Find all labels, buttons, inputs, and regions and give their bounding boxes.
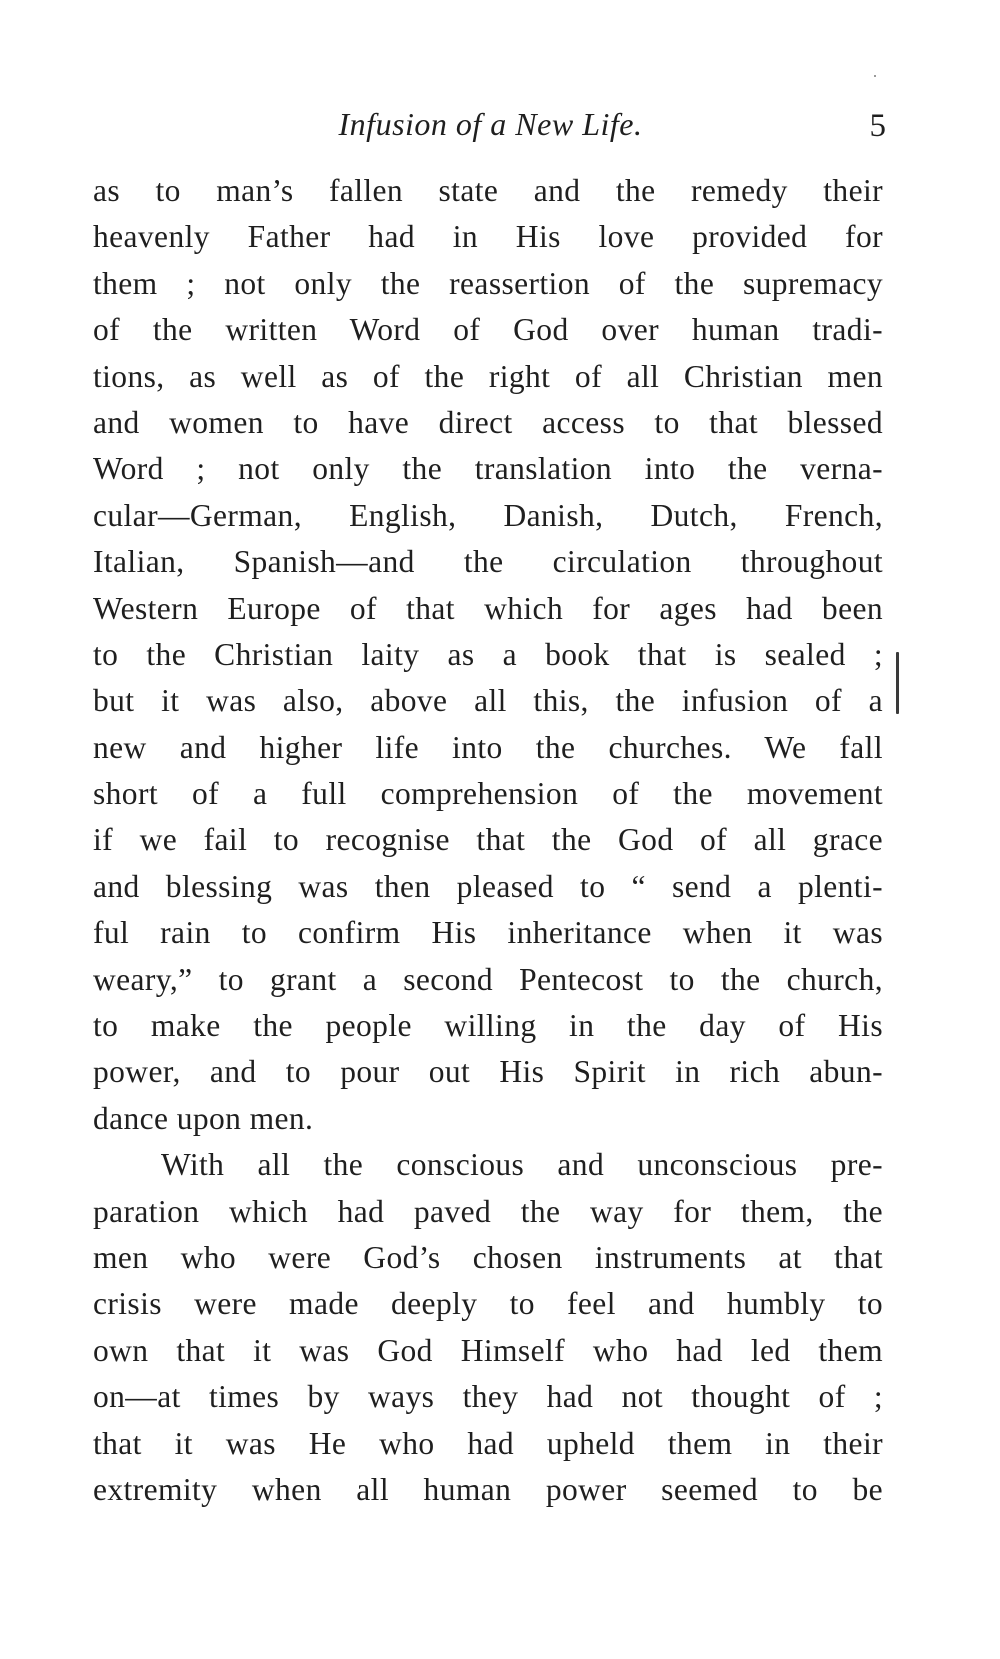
scan-speck: [874, 75, 876, 77]
text-line: that it was He who had upheld them in their: [93, 1425, 883, 1461]
body-text: [93, 168, 883, 1513]
text-line: own that it was God Himself who had led them: [93, 1332, 883, 1368]
text-line: Italian, Spanish—and the circulation throughout: [93, 544, 883, 580]
text-line: Western Europe of that which for ages had been: [93, 590, 883, 626]
text-line: dance upon men.: [93, 1100, 314, 1136]
text-line: extremity when all human power seemed to be: [93, 1471, 883, 1507]
text-line: men who were God’s chosen instruments at that: [93, 1239, 883, 1275]
text-line: them ; not only the reassertion of the supremacy: [93, 265, 883, 301]
text-line: With all the conscious and unconscious pre-: [161, 1147, 883, 1183]
text-line: if we fail to recognise that the God of all grace: [93, 822, 883, 858]
text-line: as to man’s fallen state and the remedy their: [93, 173, 883, 208]
paragraph-1: [93, 168, 883, 1142]
text-line: but it was also, above all this, the infusion of a: [93, 683, 883, 719]
text-line: on—at times by ways they had not thought of ;: [93, 1379, 883, 1415]
text-line: Word ; not only the translation into the verna-: [93, 451, 883, 487]
text-line: short of a full comprehension of the movement: [93, 776, 883, 812]
text-line: paration which had paved the way for them, the: [93, 1193, 883, 1229]
text-line: and women to have direct access to that blessed: [93, 404, 883, 440]
running-title: Infusion of a New Life.: [338, 106, 643, 142]
text-line: and blessing was then pleased to “ send a plenti-: [93, 868, 883, 904]
paragraph-2: [93, 1142, 883, 1513]
text-line: of the written Word of God over human tradi-: [93, 312, 883, 348]
margin-bracket-mark: [896, 652, 899, 714]
text-line: power, and to pour out His Spirit in rich abun-: [93, 1054, 883, 1090]
text-line: to make the people willing in the day of His: [93, 1008, 883, 1044]
running-head: [93, 106, 888, 152]
text-line: heavenly Father had in His love provided for: [93, 219, 883, 255]
text-line: new and higher life into the churches. We fall: [93, 729, 883, 765]
page-number: 5: [869, 108, 886, 144]
text-line: tions, as well as of the right of all Christian men: [93, 358, 883, 394]
text-line: cular—German, English, Danish, Dutch, French,: [93, 497, 883, 533]
text-line: ful rain to confirm His inheritance when it was: [93, 915, 883, 951]
text-line: crisis were made deeply to feel and humbly to: [93, 1286, 883, 1322]
text-line: weary,” to grant a second Pentecost to the church,: [93, 961, 883, 997]
text-line: to the Christian laity as a book that is sealed ;: [93, 636, 883, 672]
